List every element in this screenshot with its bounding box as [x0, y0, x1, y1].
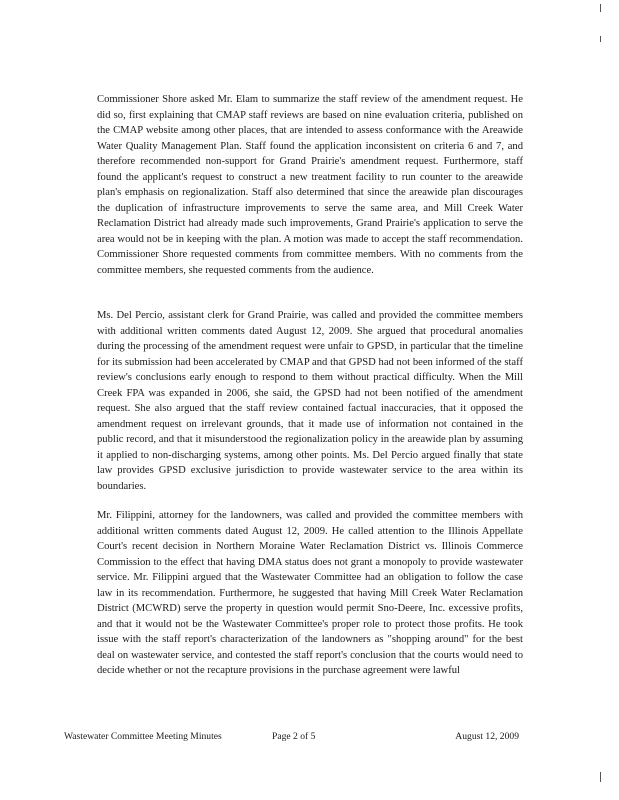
scan-edge-mark — [600, 772, 601, 782]
scan-edge-mark — [600, 36, 601, 42]
paragraph-filippini-comments: Mr. Filippini, attorney for the landowners, was called and provided the committee members with additional written comments dated August 12, 2009. He called attention to the Illinois Appellate Court's recent decision in Northern Moraine Water Reclamation District vs. Illinois Commerce Commission to the effect that having DMA status does not grant a monopoly to provide wastewater service. Mr. Filippini argued that the Wastewater Committee had an obligation to follow the case law in its recommendation. Furthermore, he suggested that having Mill Creek Water Reclamation District (MCWRD) serve the property in question would permit Sno-Deere, Inc. excessive profits, and that it would not be the Wastewater Committee's proper role to protect those profits. He took issue with the staff report's characterization of the landowners as "shopping around" for the best deal on wastewater service, and contested the staff report's conclusion that the courts would need to decide whether or not the recapture provisions in the purchase agreement were lawful — [97, 510, 523, 677]
footer-meeting-date: August 12, 2009 — [455, 731, 519, 742]
paragraph-staff-review-summary: Commissioner Shore asked Mr. Elam to summarize the staff review of the amendment request. He did so, first explaining that CMAP staff reviews are based on nine evaluation criteria, published on the CMAP website among other places, that are intended to assess conformance with the Areawide Water Quality Management Plan. Staff found the application inconsistent on criteria 6 and 7, and therefore recommended non-support for Grand Prairie's amendment request. Furthermore, staff found the applicant's request to construct a new treatment facility to run counter to the areawide plan's emphasis on regionalization. Staff also determined that since the areawide plan discourages the duplication of infrastructure improvements to serve the same area, and Mill Creek Water Reclamation District had already made such improvements, Grand Prairie's application to serve the area would not be in keeping with the plan. A motion was made to accept the staff recommendation. Commissioner Shore requested comments from committee members. With no comments from the committee members, she requested comments from the audience. — [97, 94, 523, 277]
paragraph-del-percio-comments: Ms. Del Percio, assistant clerk for Grand Prairie, was called and provided the committee members with additional written comments dated August 12, 2009. She argued that procedural anomalies during the processing of the amendment request were unfair to GPSD, in particular that the timeline for its submission had been accelerated by CMAP and that GPSD had not been informed of the staff review's conclusions early enough to respond to them without practical difficulty. When the Mill Creek FPA was expanded in 2006, she said, the GPSD had not been notified of the amendment request. She also argued that the staff review contained factual inaccuracies, that it opposed the amendment request on irrelevant grounds, that it made use of information not contained in the public record, and that it misunderstood the regionalization policy in the areawide plan by assuming it applied to non-discharging systems, among other points. Ms. Del Percio argued finally that state law provides GPSD exclusive jurisdiction to provide wastewater service to the area within its boundaries. — [97, 310, 523, 493]
scan-edge-mark — [600, 4, 601, 12]
footer-page-number: Page 2 of 5 — [272, 731, 316, 742]
page-footer — [64, 731, 519, 745]
footer-document-title: Wastewater Committee Meeting Minutes — [64, 731, 222, 742]
